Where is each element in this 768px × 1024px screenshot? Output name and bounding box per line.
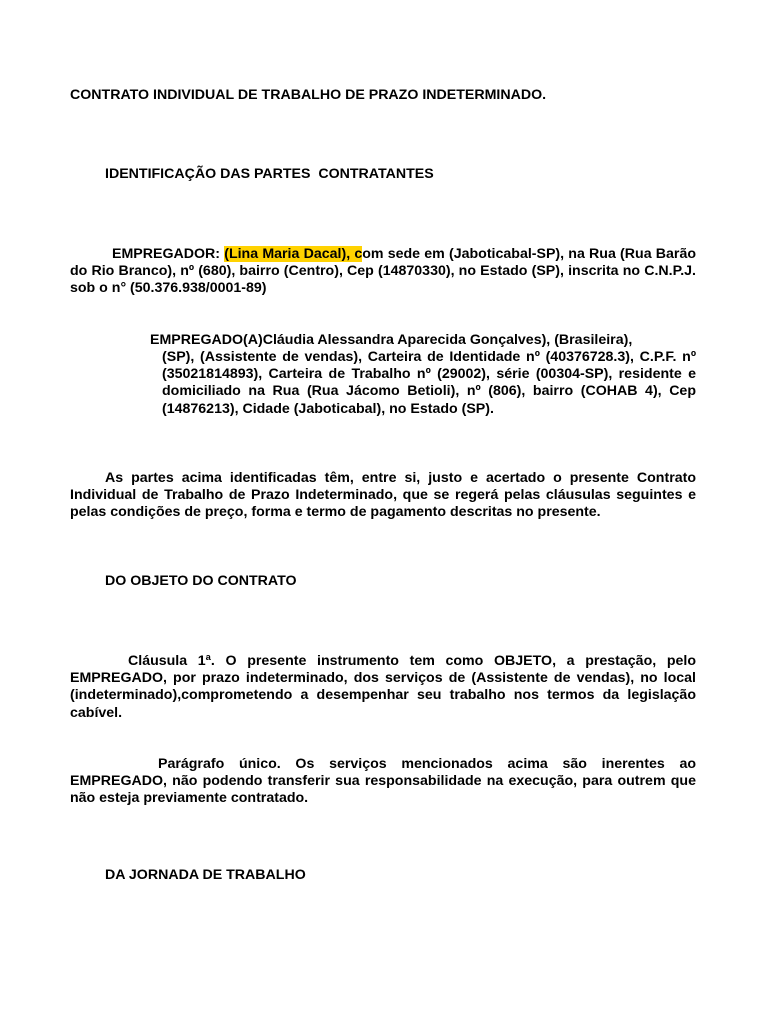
employer-details: om sede em (Jaboticabal-SP), na Rua (Rua Barão do Rio Branco), nº (680), bairro (Centro), Cep (14870330), no Estado (SP), inscrita no C.N.P.J. sob o n° (50.376.938/0001-89)	[70, 246, 697, 297]
sole-paragraph: Parágrafo único. Os serviços mencionados acima são inerentes ao EMPREGADO, não podendo transferir sua responsabilidade na execução, para outrem que não esteja previamente contratado.	[70, 756, 696, 807]
employer-name-highlight: (Lina Maria Dacal), c	[224, 246, 363, 262]
section-heading-identification: IDENTIFICAÇÃO DAS PARTES CONTRATANTES	[105, 166, 434, 182]
employer-name-word-1: Lina	[228, 246, 259, 262]
section-heading-object: DO OBJETO DO CONTRATO	[105, 573, 297, 589]
employee-first-line: EMPREGADO(A)Cláudia Alessandra Aparecida Gonçalves), (Brasileira),	[150, 332, 633, 348]
document-title: CONTRATO INDIVIDUAL DE TRABALHO DE PRAZO INDETERMINADO.	[70, 87, 547, 103]
section-heading-working-hours: DA JORNADA DE TRABALHO	[105, 867, 306, 883]
employer-name-word-3: Dacal),	[303, 246, 351, 262]
parties-paragraph: As partes acima identificadas têm, entre si, justo e acertado o presente Contrato Individual de Trabalho de Prazo Indeterminado, que se regerá pelas cláusulas seguintes e pelas condições de preço, forma e termo de pagamento descritas no presente.	[70, 470, 696, 521]
clause-1: Cláusula 1ª. O presente instrumento tem como OBJETO, a prestação, pelo EMPREGADO, por prazo indeterminado, dos serviços de (Assistente de vendas), no local (indeterminado),comprometendo a desempenhar seu trabalho nos termos da legislação cabível.	[70, 653, 696, 721]
employer-label: EMPREGADOR:	[112, 246, 225, 262]
employer-name-word-2: Maria	[262, 246, 300, 262]
employee-details: (SP), (Assistente de vendas), Carteira de Identidade nº (40376728.3), C.P.F. nº (35021814893), Carteira de Trabalho nº (29002), série (00304-SP), residente e domiciliado na Rua (Rua Jácomo Betioli), nº (806), bairro (COHAB 4), Cep (14876213), Cidade (Jaboticabal), no Estado (SP).	[162, 349, 696, 417]
employer-paragraph	[70, 246, 696, 298]
